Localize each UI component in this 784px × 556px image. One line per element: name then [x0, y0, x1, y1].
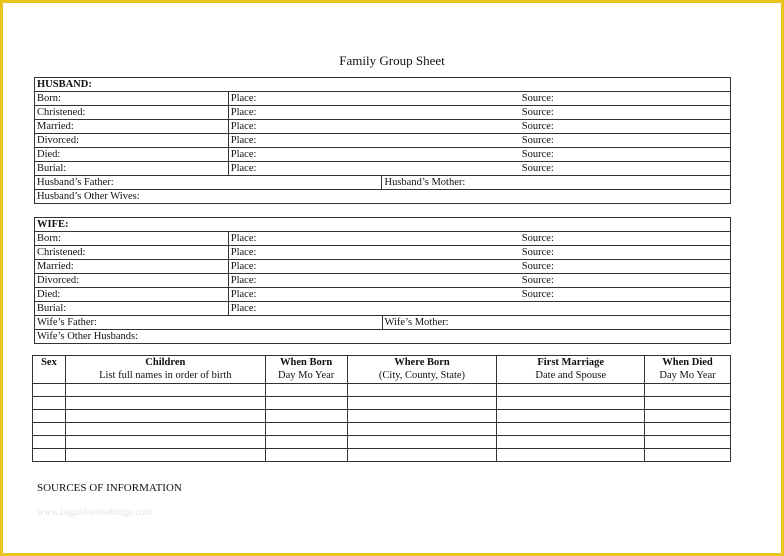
col-first-marriage: First Marriage Date and Spouse — [497, 356, 645, 384]
col-children: Children List full names in order of birth — [65, 356, 265, 384]
table-row — [33, 384, 731, 397]
col-when-died: When Died Day Mo Year — [645, 356, 731, 384]
husband-row-died: Died: Place: Source: — [35, 148, 731, 162]
children-table — [32, 355, 731, 462]
husband-father-field: Husband’s Father: — [35, 176, 382, 190]
wife-row-divorced: Divorced: Place: Source: — [35, 274, 731, 288]
husband-parents-row — [35, 176, 731, 190]
col-where-born: Where Born (City, County, State) — [347, 356, 497, 384]
husband-row-christened: Christened: Place: Source: — [35, 106, 731, 120]
wife-row-died: Died: Place: Source: — [35, 288, 731, 302]
watermark: www.bagasforelsebldge.com — [37, 507, 153, 518]
sources-heading: SOURCES OF INFORMATION — [37, 482, 182, 494]
husband-mother-field: Husband’s Mother: — [382, 176, 731, 190]
wife-row-born: Born: Place: Source: — [35, 232, 731, 246]
children-header-row — [33, 356, 731, 384]
wife-other-husbands-field: Wife’s Other Husbands: — [35, 330, 731, 344]
wife-parents-row — [35, 316, 731, 330]
husband-row-born: Born: Place: Source: — [35, 92, 731, 106]
col-sex: Sex — [33, 356, 66, 384]
husband-other-wives-field: Husband’s Other Wives: — [35, 190, 731, 204]
wife-mother-field: Wife’s Mother: — [382, 316, 731, 330]
table-row — [33, 436, 731, 449]
table-row — [33, 449, 731, 462]
page-title: Family Group Sheet — [339, 53, 445, 68]
table-row — [33, 423, 731, 436]
wife-row-burial: Burial: Place: — [35, 302, 731, 316]
table-row — [33, 410, 731, 423]
wife-section — [34, 217, 731, 344]
husband-section — [34, 77, 731, 204]
husband-row-married: Married: Place: Source: — [35, 120, 731, 134]
husband-heading: HUSBAND: — [35, 78, 731, 92]
table-row — [33, 397, 731, 410]
husband-row-divorced: Divorced: Place: Source: — [35, 134, 731, 148]
wife-row-christened: Christened: Place: Source: — [35, 246, 731, 260]
document-page — [3, 3, 781, 553]
wife-father-field: Wife’s Father: — [35, 316, 383, 330]
col-when-born: When Born Day Mo Year — [265, 356, 347, 384]
wife-heading: WIFE: — [35, 218, 731, 232]
husband-row-burial: Burial: Place: Source: — [35, 162, 731, 176]
wife-row-married: Married: Place: Source: — [35, 260, 731, 274]
